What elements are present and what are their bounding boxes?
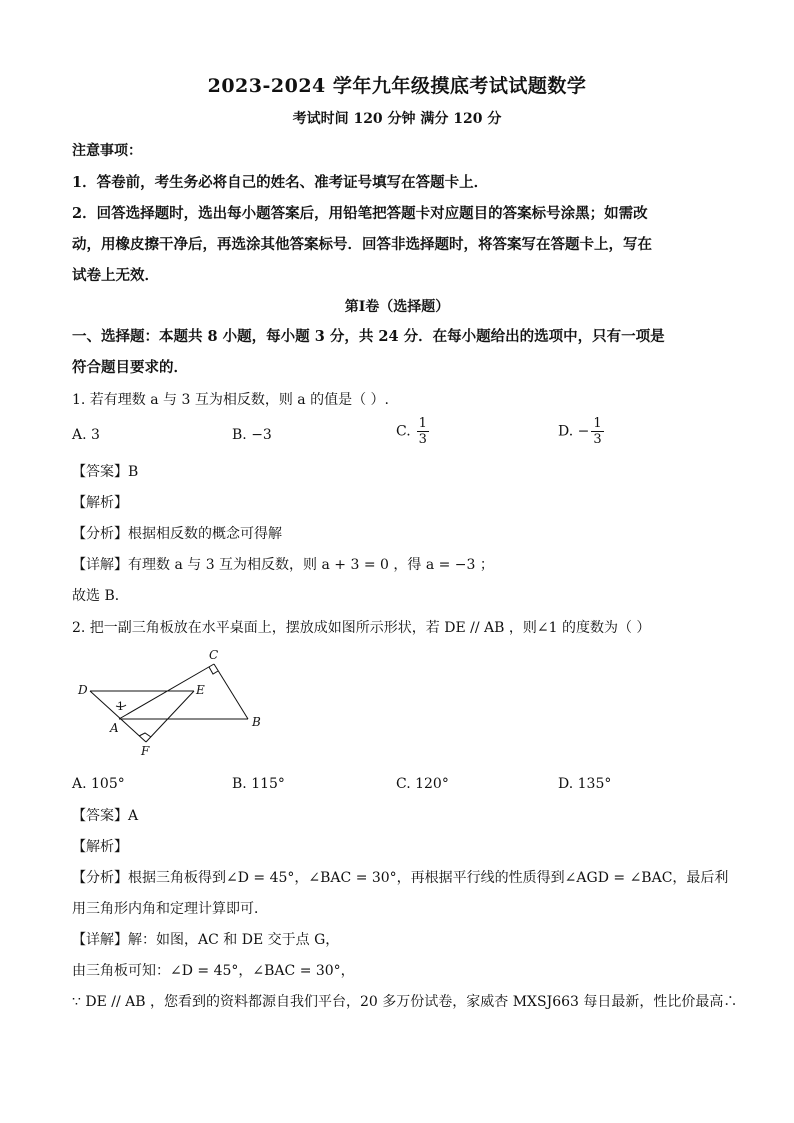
q1-option-a: A. 3 <box>72 427 100 443</box>
q2-analysis-heading: 【解析】 <box>72 839 128 855</box>
q1-option-c-fraction <box>417 416 429 447</box>
q2-option-d: D. 135° <box>558 776 612 792</box>
q1-option-c-denominator: 3 <box>418 432 427 447</box>
q1-answer: 【答案】B <box>72 464 139 480</box>
q2-detail-line-2: 由三角板可知：∠D = 45°，∠BAC = 30°， <box>72 963 355 979</box>
q1-detail: 【详解】有理数 a 与 3 互为相反数，则 a + 3 = 0 ，得 a = −3 ； <box>72 557 494 573</box>
page-title: 2023-2024 学年九年级摸底考试试题数学 <box>207 75 587 97</box>
label-c: C <box>209 648 219 662</box>
notes-item-2-line-2: 动，用橡皮擦干净后，再选涂其他答案标号．回答非选择题时，将答案写在答题卡上，写在 <box>72 236 652 253</box>
exam-duration-score: 考试时间 120 分钟 满分 120 分 <box>292 111 502 127</box>
q1-option-d-fraction <box>591 416 603 447</box>
q1-option-c <box>396 416 429 447</box>
label-angle-1: 1 <box>117 700 124 713</box>
q2-detail-line-1: 【详解】解：如图，AC 和 DE 交于点 G， <box>72 932 340 948</box>
line-cb <box>214 664 248 719</box>
q1-option-d-numerator: 1 <box>593 416 602 431</box>
q1-option-d-denominator: 3 <box>593 432 602 447</box>
q2-triangle-figure <box>72 648 272 760</box>
q2-analysis-line-1: 【分析】根据三角板得到∠D = 45°，∠BAC = 30°，再根据平行线的性质得到∠AGD = ∠BAC，最后利 <box>72 870 729 886</box>
section-heading: 第Ⅰ卷（选择题） <box>344 299 450 315</box>
q2-detail-line-3: ∵ DE // AB ，您看到的资料都源自我们平台，20 多万份试卷，家威杏 MXSJ663 每日最新，性比价最高∴ <box>72 994 738 1010</box>
label-d: D <box>78 683 88 697</box>
q1-conclusion: 故选 B． <box>72 588 129 604</box>
label-f: F <box>141 744 150 758</box>
q2-option-a: A. 105° <box>72 776 125 792</box>
q2-option-c: C. 120° <box>396 776 449 792</box>
notes-item-2-line-1: 2．回答选择题时，选出每小题答案后，用铅笔把答题卡对应题目的答案标号涂黑；如需改 <box>72 205 648 222</box>
q2-option-b: B. 115° <box>232 776 285 792</box>
label-e: E <box>196 683 205 697</box>
q1-option-c-numerator: 1 <box>418 416 427 431</box>
q2-analysis-line-2: 用三角形内角和定理计算即可． <box>72 901 268 917</box>
section-intro-line-2: 符合题目要求的． <box>72 359 188 376</box>
q1-option-c-label: C. <box>396 423 411 440</box>
notes-heading: 注意事项： <box>72 143 142 159</box>
q1-option-b: B. −3 <box>232 427 272 443</box>
label-b: B <box>252 715 261 729</box>
q1-analysis-heading: 【解析】 <box>72 495 128 511</box>
label-a: A <box>110 721 119 735</box>
q2-stem: 2. 把一副三角板放在水平桌面上，摆放成如图所示形状，若 DE // AB ，则∠1 的度数为（ ） <box>72 620 651 636</box>
section-intro-line-1: 一、选择题：本题共 8 小题，每小题 3 分，共 24 分．在每小题给出的选项中，只有一项是 <box>72 328 665 345</box>
q1-stem: 1. 若有理数 a 与 3 互为相反数，则 a 的值是（ ）. <box>72 392 390 408</box>
notes-item-1: 1．答卷前，考生务必将自己的姓名、准考证号填写在答题卡上． <box>72 174 489 191</box>
q1-analysis: 【分析】根据相反数的概念可得解 <box>72 526 282 542</box>
q2-answer: 【答案】A <box>72 808 139 824</box>
q1-option-d-label: D. − <box>558 423 590 440</box>
q1-option-d <box>558 416 604 447</box>
notes-item-2-line-3: 试卷上无效． <box>72 267 159 284</box>
right-angle-f <box>139 733 151 737</box>
